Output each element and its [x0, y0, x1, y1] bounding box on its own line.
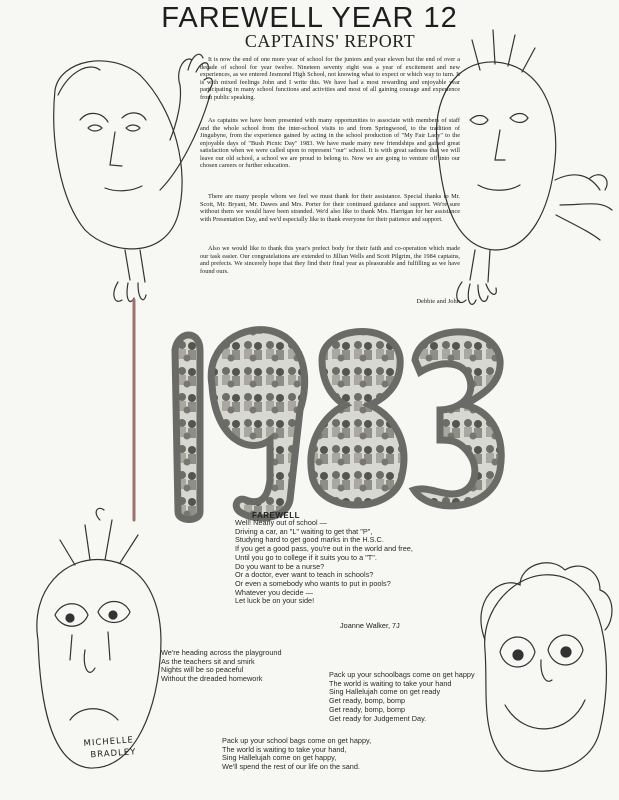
report-paragraph: As captains we have been presented with many opportunities to associate with members of staff and the whole school from the inter-school visits to and from Springwood, to the tradition of Jingubyne, from the experience gained by acting in the school production of "My Fair Lady" to the enjoyable days of "Bush Picnic Day" 1983. We have made many new friendships and gained great satisfaction when we were called upon to represent "our" school. It is with great sadness that we will leave our old school, a school we are proud to belong to. Now we are going to venture off into our chosen careers or further education.	[200, 117, 460, 169]
poem-line: Get ready, bomp, bomp	[329, 704, 406, 714]
poem-line: Get ready for Judgement Day.	[329, 713, 427, 723]
poem-line: Pack up your school bags come on get happy,	[222, 736, 372, 745]
poem-line: Do you want to be a nurse?	[235, 561, 325, 571]
poem-line: Get ready, bomp, bomp	[329, 696, 406, 706]
poem-line: The world is waiting to take your hand,	[222, 744, 347, 754]
poem-line: Studying hard to get good marks in the H.S.C.	[235, 535, 384, 545]
report-paragraph: It is now the end of one more year of school for the juniors and year eleven but the end of over a decade of school for year twelve. Nineteen seventy eight was a year of excitement and new experiences, as we entered Jesmond High School, not knowing what to expect or which way to turn. It is with mixed feelings John and I write this. We have had a most rewarding and enjoyable year participating in many school functions and activities and most of all gaining courage and experience from public speaking.	[200, 56, 460, 101]
farewell-label: FAREWELL	[252, 511, 300, 520]
report-paragraph: There are many people whom we feel we must thank for their assistance. Special thanks to Mr. Scott, Mr. Bryant, Mr. Dawes and Mrs. Porter for their continued guidance and support. We're sure without them we would have been stranded. We'd also like to thank Mrs. Harrigan for her assistance with Presentation Day, and we'd especially like to thank everyone for their patience and support.	[200, 193, 460, 223]
artist-signature	[83, 734, 137, 762]
poem-line: The world is waiting to take your hand	[329, 678, 452, 688]
digit-nine	[211, 330, 304, 518]
poem-line: We'll spend the rest of our life on the sand.	[222, 762, 360, 772]
report-signature: Debbie and John	[416, 298, 460, 305]
poem-line: If you get a good pass, you're out in the world and free,	[235, 544, 413, 554]
poem-line: As the teachers sit and smirk	[161, 656, 255, 666]
poem-line: Well! Nearly out of school —	[235, 518, 327, 527]
report-paragraph: Also we would like to thank this year's prefect body for their faith and co-operation which made our task easier. Our congratelations are extended to Jillian Wells and Scott Pilgrim, the 1984 captains, and prefects. We sincerely hope that they find their final year as pleasurable and fulfilling as we have found ours.	[200, 245, 460, 275]
digit-one	[175, 335, 200, 520]
poem-line: Whatever you decide —	[235, 587, 313, 597]
poem-line: Without the dreaded homework	[161, 674, 263, 684]
artist-signature-line: BRADLEY	[90, 747, 137, 761]
artist-signature-line: MICHELLE	[83, 735, 135, 749]
page-subtitle: CAPTAINS' REPORT	[244, 31, 416, 51]
poem-line: Let luck be on your side!	[235, 596, 315, 606]
poem-line: Nights will be so peaceful	[161, 665, 244, 675]
digit-three	[414, 332, 501, 506]
poem-line: Sing Hallelujah come on get ready	[329, 687, 441, 697]
poem-line: Pack up your schoolbags come on get happy	[329, 670, 475, 679]
poem-line: Or even a somebody who wants to put in pools?	[235, 578, 391, 588]
poem-line: Or a doctor, ever want to teach in schools?	[235, 570, 374, 580]
poem-playground	[161, 649, 282, 684]
poem-line: Driving a car, an "L" waiting to get that "P",	[235, 526, 373, 536]
digit-eight	[311, 332, 404, 505]
poem-farewell	[235, 519, 413, 606]
poem-author: Joanne Walker, 7J	[340, 621, 400, 630]
page-title: FAREWELL YEAR 12	[161, 2, 458, 34]
poem-judgement-day	[329, 671, 475, 723]
poem-line: Until you go to college if it suits you to a "T".	[235, 552, 377, 562]
poem-sand	[222, 737, 371, 772]
poem-line: Sing Hallelujah come on get happy,	[222, 753, 337, 763]
poem-line: We're heading across the playground	[161, 648, 282, 657]
